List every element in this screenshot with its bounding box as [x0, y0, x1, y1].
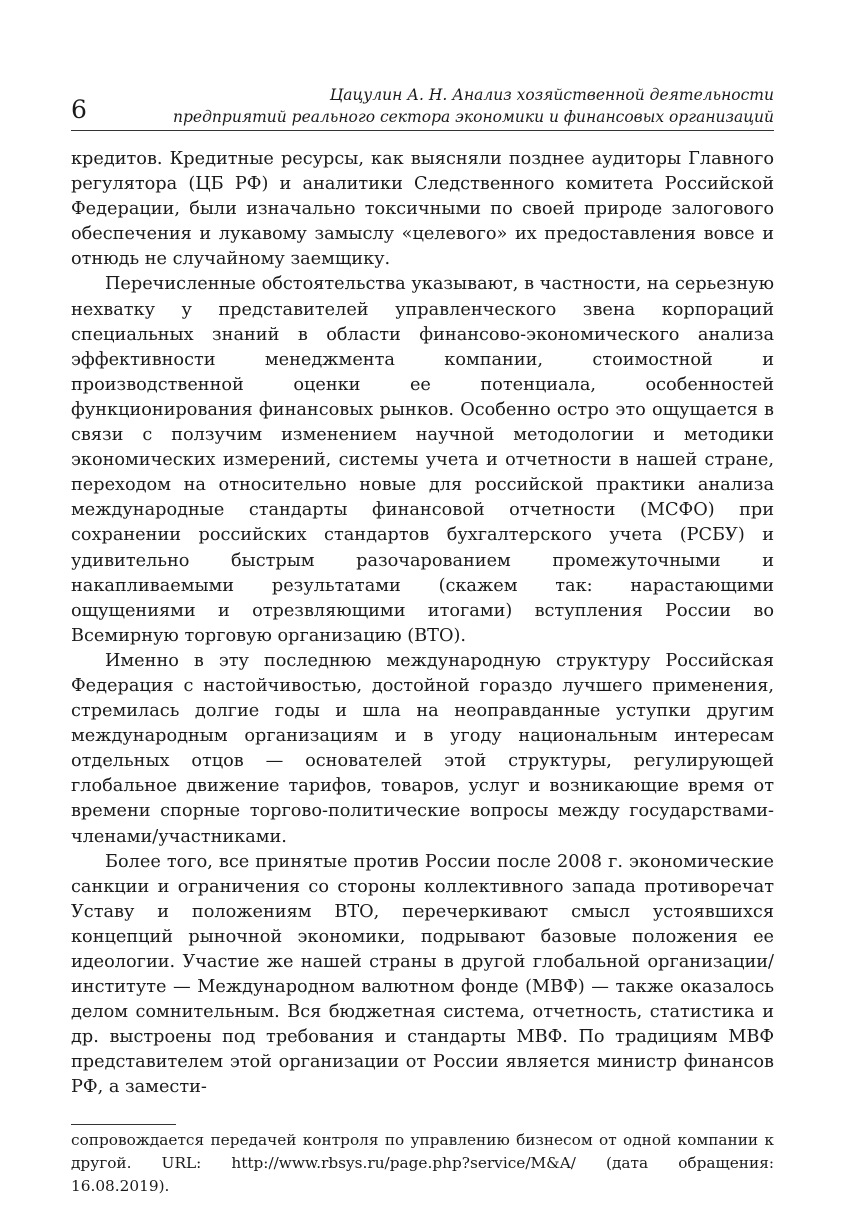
header-rule — [71, 130, 774, 131]
page-number: 6 — [71, 95, 87, 124]
book-page — [71, 84, 774, 1198]
paragraph-2: Перечисленные обстоятельства указывают, в частности, на серьезную нехватку у представителей управленческого звена корпораций специальных знаний в области финансово-экономического анализа эффективности менеджмента компании, стоимостной и производственной оценки ее потенциала, особенностей функционирования финансовых рынков. Особенно остро это ощущается в связи с ползучим изменением научной методологии и методики экономических измерений, системы учета и отчетности в нашей стране, переходом на относительно новые для российской практики анализа международные стандарты финансовой отчетности (МСФО) при сохранении российских стандартов бухгалтерского учета (РСБУ) и удивительно быстрым разочарованием промежуточными и накапливаемыми результатами (скажем так: нарастающими ощущениями и отрезвляющими итогами) вступления России во Всемирную торговую организацию (ВТО). — [71, 274, 774, 646]
paragraph-3: Именно в эту последнюю международную структуру Российская Федерация с настойчивостью, достойной гораздо лучшего применения, стремилась долгие годы и шла на неоправданные уступки другим международным организациям и в угоду национальным интересам отдельных отцов — основателей этой структуры, регулирующей глобальное движение тарифов, товаров, услуг и возникающие время от времени спорные торгово-политические вопросы между государствами-членами/участниками. — [71, 650, 774, 847]
running-title-line-2: предприятий реального сектора экономики и финансовых организаций — [173, 108, 774, 126]
paragraph-4: Более того, все принятые против России после 2008 г. экономические санкции и ограничения со стороны коллективного запада противоречат Уставу и положениям ВТО, перечеркивают смысл устоявшихся концепций рыночной экономики, подрывают базовые положения ее идеологии. Участие же нашей страны в другой глобальной организации/институте — Международном валютном фонде (МВФ) — также оказалось делом сомнительным. Вся бюджетная система, отчетность, статистика и др. выстроены под требования и стандарты МВФ. По традициям МВФ представителем этой организации от России является министр финансов РФ, а замести- — [71, 851, 774, 1098]
running-header — [71, 84, 774, 132]
paragraph-1: кредитов. Кредитные ресурсы, как выясняли позднее аудиторы Главного регулятора (ЦБ РФ) и аналитики Следственного комитета Российской Федерации, были изначально токсичными по своей природе залогового обеспечения и лукавому замыслу «целевого» их предоставления вовсе и отнюдь не случайному заемщику. — [71, 149, 774, 270]
footnote: сопровождается передачей контроля по управлению бизнесом от одной компании к другой. URL: http://www.rbsys.ru/page.php?service/M&A/ (дата обращения: 16.08.2019). — [71, 1130, 774, 1195]
footnote-rule — [71, 1124, 176, 1125]
running-title-line-1: Цацулин А. Н. Анализ хозяйственной деятельности — [329, 86, 774, 104]
running-title — [173, 84, 774, 128]
body-text — [71, 147, 774, 1101]
